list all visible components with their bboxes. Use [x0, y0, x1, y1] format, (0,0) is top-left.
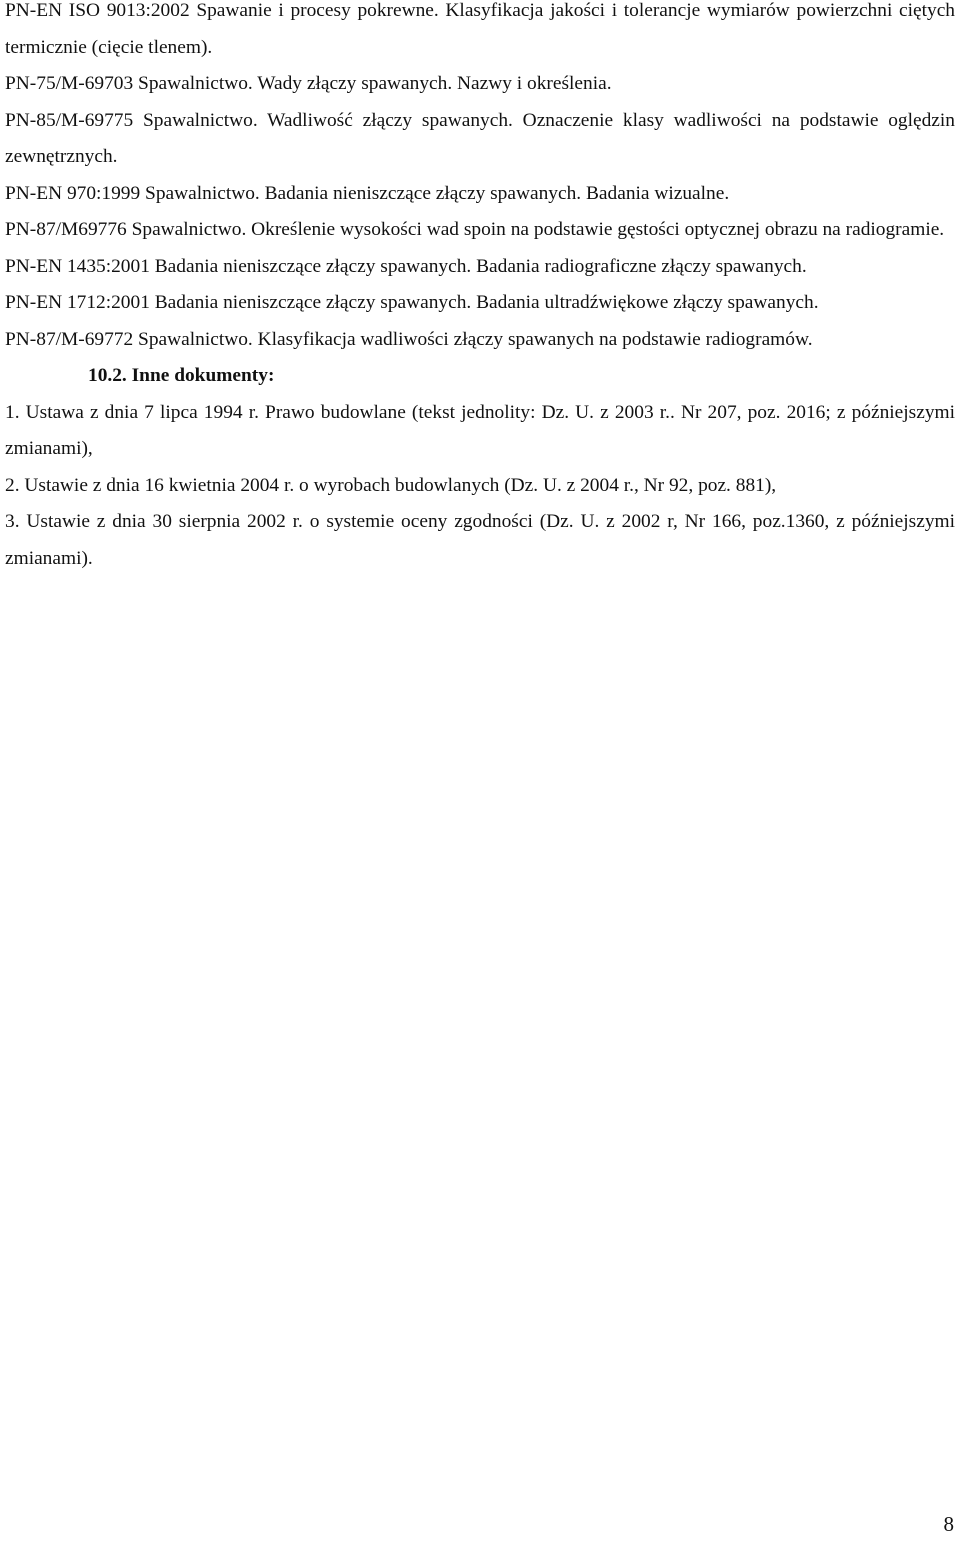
standard-item: PN-EN ISO 9013:2002 Spawanie i procesy pokrewne. Klasyfikacja jakości i tolerancje wymiarów powierzchni ciętych termicznie (cięcie tlenem). — [5, 0, 955, 58]
standard-item: PN-EN 970:1999 Spawalnictwo. Badania nieniszczące złączy spawanych. Badania wizualne. — [5, 182, 730, 204]
section-heading: 10.2. Inne dokumenty: — [88, 365, 275, 386]
standard-item: PN-EN 1435:2001 Badania nieniszczące złączy spawanych. Badania radiograficzne złączy spawanych. — [5, 255, 807, 277]
page-number: 8 — [943, 1512, 954, 1536]
document-item: 2. Ustawie z dnia 16 kwietnia 2004 r. o wyrobach budowlanych (Dz. U. z 2004 r., Nr 92, poz. 881), — [5, 474, 777, 496]
document-item: 3. Ustawie z dnia 30 sierpnia 2002 r. o systemie oceny zgodności (Dz. U. z 2002 r, Nr 166, poz.1360, z późniejszymi zmianami). — [5, 511, 955, 569]
standard-item: PN-87/M-69772 Spawalnictwo. Klasyfikacja wadliwości złączy spawanych na podstawie radiogramów. — [5, 328, 813, 350]
standard-item: PN-EN 1712:2001 Badania nieniszczące złączy spawanych. Badania ultradźwiękowe złączy spawanych. — [5, 292, 819, 313]
document-page — [5, 0, 955, 577]
standard-item: PN-75/M-69703 Spawalnictwo. Wady złączy spawanych. Nazwy i określenia. — [5, 73, 612, 94]
document-item: 1. Ustawa z dnia 7 lipca 1994 r. Prawo budowlane (tekst jednolity: Dz. U. z 2003 r.. Nr 207, poz. 2016; z późniejszymi zmianami), — [5, 401, 955, 459]
standard-item: PN-87/M69776 Spawalnictwo. Określenie wysokości wad spoin na podstawie gęstości optycznej obrazu na radiogramie. — [5, 219, 945, 240]
standard-item: PN-85/M-69775 Spawalnictwo. Wadliwość złączy spawanych. Oznaczenie klasy wadliwości na podstawie oględzin zewnętrznych. — [5, 109, 955, 167]
